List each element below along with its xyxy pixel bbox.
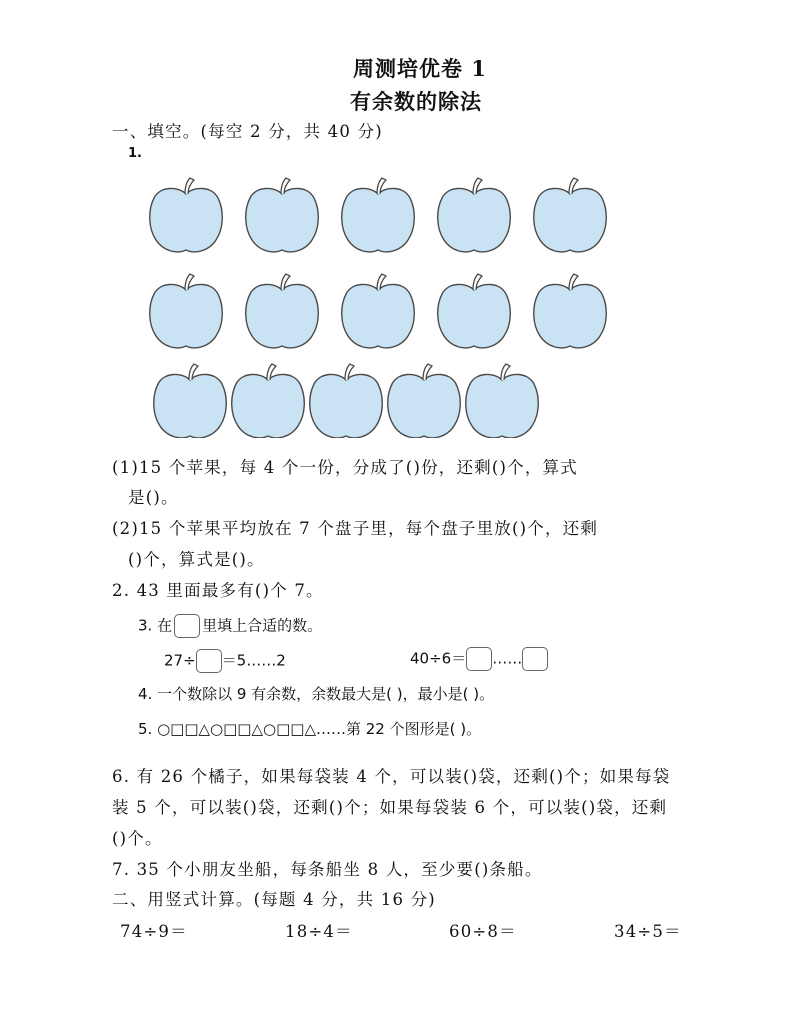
apple — [342, 274, 415, 348]
answer-box[interactable] — [196, 649, 222, 673]
apple — [438, 274, 511, 348]
apple — [232, 364, 305, 438]
q6-line1: 6. 有 26 个橘子，如果每袋装 4 个，可以装()袋，还剩()个；如果每袋 — [112, 767, 671, 786]
q1-sub1-line1: (1)15 个苹果，每 4 个一份，分成了()份，还剩()个，算式 — [112, 458, 578, 477]
page-title: 周测培优卷 1 — [353, 56, 487, 81]
apple — [534, 274, 607, 348]
q6-line2: 装 5 个，可以装()袋，还剩()个；如果每袋装 6 个，可以装()袋，还剩 — [112, 798, 668, 817]
q6-line3: ()个。 — [112, 829, 163, 848]
apple — [388, 364, 461, 438]
apple — [534, 178, 607, 252]
q5: 5. ○□□△○□□△○□□△……第 22 个图形是( )。 — [138, 720, 482, 738]
apple-illustration — [148, 176, 618, 438]
apple — [154, 364, 227, 438]
apple — [310, 364, 383, 438]
section1-heading: 一、填空。(每空 2 分，共 40 分) — [112, 122, 383, 141]
apple — [150, 274, 223, 348]
q1-sub1-line2: 是()。 — [128, 488, 179, 507]
apple — [246, 178, 319, 252]
apple — [342, 178, 415, 252]
eq1-left: 27÷ — [164, 651, 196, 670]
q7: 7. 35 个小朋友坐船，每条船坐 8 人，至少要()条船。 — [112, 860, 543, 879]
q3-equation-2 — [410, 647, 548, 671]
apple — [246, 274, 319, 348]
apple — [466, 364, 539, 438]
page-subtitle: 有余数的除法 — [350, 89, 482, 114]
q3-equation-1 — [164, 649, 286, 673]
eq1-right: ＝5……2 — [221, 651, 286, 670]
eq2-left: 40÷6＝ — [410, 649, 467, 668]
q4: 4. 一个数除以 9 有余数，余数最大是( )，最小是( )。 — [138, 685, 495, 703]
apple — [438, 178, 511, 252]
answer-box[interactable] — [174, 614, 200, 638]
eq2-mid: …… — [492, 649, 523, 668]
q1-sub2-line1: (2)15 个苹果平均放在 7 个盘子里，每个盘子里放()个，还剩 — [112, 519, 599, 538]
calc-problem: 18÷4＝ — [285, 922, 353, 941]
calc-problem: 74÷9＝ — [120, 922, 188, 941]
q3-prefix: 3. 在 — [138, 616, 173, 635]
calc-problem: 60÷8＝ — [449, 922, 517, 941]
q3-instruction — [138, 614, 322, 638]
apple — [150, 178, 223, 252]
q1-sub2-line2: ()个，算式是()。 — [128, 550, 265, 569]
section2-heading: 二、用竖式计算。(每题 4 分，共 16 分) — [112, 890, 436, 909]
q1-number: 1. — [128, 146, 142, 161]
answer-box[interactable] — [466, 647, 492, 671]
q2: 2. 43 里面最多有()个 7。 — [112, 581, 324, 600]
calc-problem: 34÷5＝ — [614, 922, 682, 941]
answer-box[interactable] — [522, 647, 548, 671]
q3-suffix: 里填上合适的数。 — [202, 616, 323, 635]
